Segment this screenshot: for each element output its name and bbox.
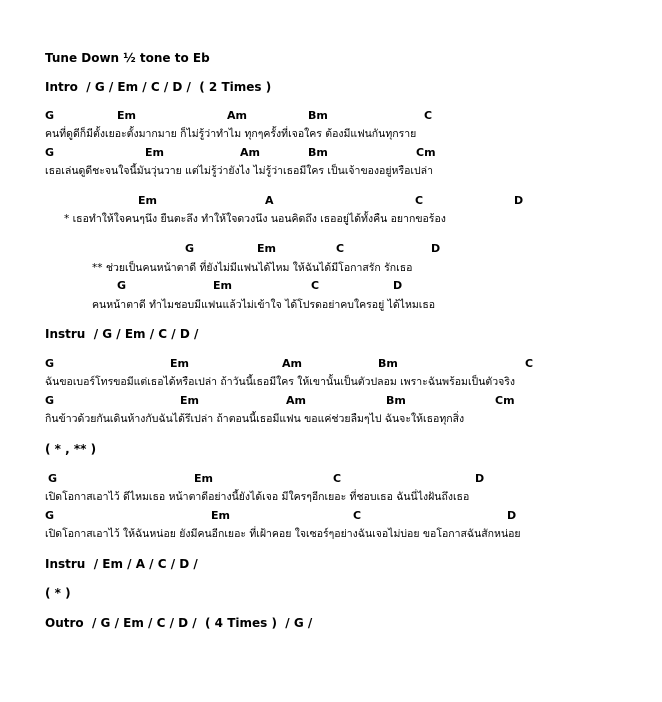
chord: C bbox=[424, 109, 433, 122]
chord: Bm bbox=[308, 109, 328, 122]
chord: A bbox=[265, 194, 274, 207]
chord: C bbox=[415, 194, 424, 207]
chord: G bbox=[185, 242, 195, 255]
chord: Em bbox=[257, 242, 276, 255]
chord: G bbox=[117, 279, 127, 292]
chord: Em bbox=[213, 279, 232, 292]
chord: G bbox=[45, 109, 55, 122]
chord: Am bbox=[282, 357, 302, 370]
chord: Em bbox=[170, 357, 189, 370]
lyric-line: ฉันขอเบอร์โทรขอมีแต่เธอได้หรือเปล่า ถ้าวันนี้เธอมีใคร ให้เขานั้นเป็นตัวปลอม เพราะฉันพร้อมเป็นตัวจริง bbox=[45, 376, 516, 388]
repeat-marker: ( * ) bbox=[45, 586, 71, 600]
lyric-line: คนที่ดูดีก็มีตั้งเยอะตั้งมากมาย ก็ไม่รู้ว่าทำไม ทุกๆครั้งที่เจอใคร ต้องมีแฟนกันทุกราย bbox=[45, 128, 417, 140]
lyric-line: เปิดโอกาสเอาไว้ ดีไหมเธอ หน้าตาดีอย่างนี้ยังได้เจอ มีใครๆอีกเยอะ ที่ชอบเธอ ฉันนี่ไงฝันถึงเธอ bbox=[45, 491, 470, 503]
chord: G bbox=[48, 472, 58, 485]
chord: D bbox=[514, 194, 524, 207]
lyric-line: คนหน้าตาดี ทำไมชอบมีแฟนแล้วไม่เข้าใจ ได้โปรดอย่าคบใครอยู่ ได้ไหมเธอ bbox=[92, 299, 436, 311]
chord: Am bbox=[286, 394, 306, 407]
chord: C bbox=[333, 472, 342, 485]
tuning-note: Tune Down ½ tone to Eb bbox=[45, 51, 210, 65]
lyric-line: กินข้าวด้วยกันเดินห้างกับฉันได้รึเปล่า ถ้าตอนนี้เธอมีแฟน ขอแค่ช่วยลืมๆไป ฉันจะให้เธอทุกสิ่ง bbox=[45, 413, 465, 425]
chord: Em bbox=[194, 472, 213, 485]
lyric-line: * เธอทำให้ใจคนๆนึง ยืนตะลึง ทำให้ใจดวงนึง นอนคิดถึง เธออยู่ได้ทั้งคืน อยากขอร้อง bbox=[64, 213, 446, 225]
chord: D bbox=[431, 242, 441, 255]
chord: Bm bbox=[378, 357, 398, 370]
lyric-line: ** ช่วยเป็นคนหน้าตาดี ที่ยังไม่มีแฟนได้ไหม ให้ฉันได้มีโอกาสรัก รักเธอ bbox=[92, 262, 413, 274]
chord: C bbox=[311, 279, 320, 292]
chord: C bbox=[336, 242, 345, 255]
chord: Am bbox=[227, 109, 247, 122]
chord: C bbox=[353, 509, 362, 522]
intro-line: Intro / G / Em / C / D / ( 2 Times ) bbox=[45, 80, 272, 94]
chord: Bm bbox=[308, 146, 328, 159]
chord: Em bbox=[145, 146, 164, 159]
chord: G bbox=[45, 509, 55, 522]
outro-line: Outro / G / Em / C / D / ( 4 Times ) / G / bbox=[45, 616, 313, 630]
chord: Cm bbox=[416, 146, 436, 159]
lyric-line: เปิดโอกาสเอาไว้ ให้ฉันหน่อย ยังมีคนอีกเยอะ ที่เฝ้าคอย ใจเซอร์ๆอย่างฉันเจอไม่บ่อย ขอโอกาสฉันสักหน่อย bbox=[45, 528, 521, 540]
chord: Em bbox=[180, 394, 199, 407]
lyric-line: เธอเล่นดูดีชะจนใจนี้มันวุ่นวาย แต่ไม่รู้ว่ายังไง ไม่รู้ว่าเธอมีใคร เป็นเจ้าของอยู่หรือเปล่า bbox=[45, 165, 433, 177]
repeat-marker: ( * , ** ) bbox=[45, 442, 97, 456]
chord: G bbox=[45, 357, 55, 370]
chord: D bbox=[507, 509, 517, 522]
chord: Am bbox=[240, 146, 260, 159]
chord: G bbox=[45, 394, 55, 407]
chord: D bbox=[393, 279, 403, 292]
chord: C bbox=[525, 357, 534, 370]
chord: Em bbox=[138, 194, 157, 207]
instru-line: Instru / G / Em / C / D / bbox=[45, 327, 199, 341]
chord: D bbox=[475, 472, 485, 485]
chord: Bm bbox=[386, 394, 406, 407]
chord: G bbox=[45, 146, 55, 159]
chord: Em bbox=[211, 509, 230, 522]
chord: Cm bbox=[495, 394, 515, 407]
instru-line: Instru / Em / A / C / D / bbox=[45, 557, 198, 571]
chord: Em bbox=[117, 109, 136, 122]
